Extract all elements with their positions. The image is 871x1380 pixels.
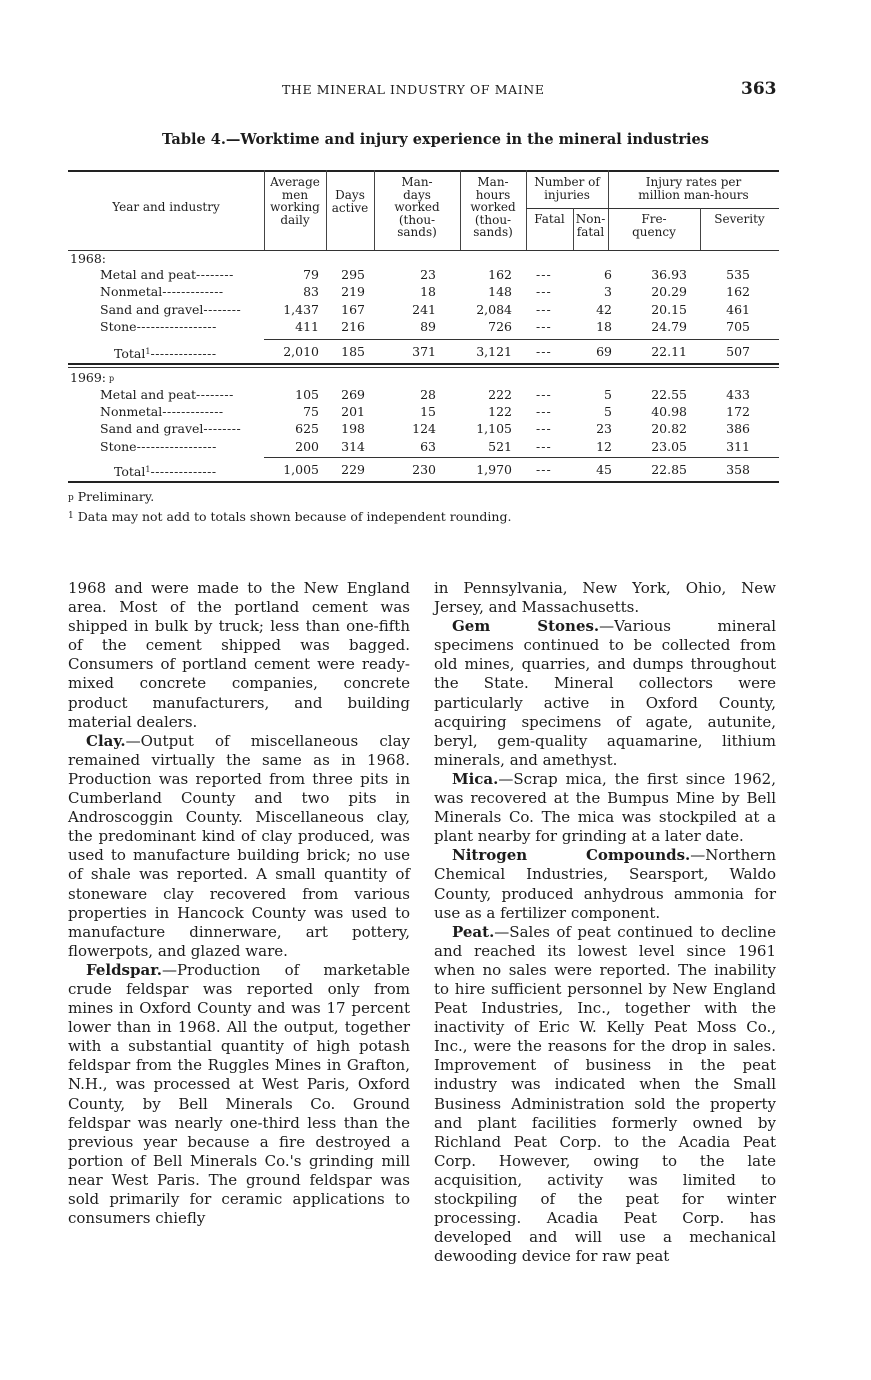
cell-mandays: 28 <box>420 387 436 402</box>
cell-severity: 162 <box>726 284 750 299</box>
dot-leader: -------- <box>203 421 242 436</box>
cell-nonfatal: 23 <box>596 421 612 436</box>
running-head <box>0 80 871 100</box>
cell-nonfatal: 12 <box>596 439 612 454</box>
paragraph-text: 1968 and were made to the New England area. Most of the portland cement was shipped in bulk by truck; less than one-fifth of the cement shipped was bagged. Consumers of portland cement were ready-mixed concrete companies, concrete product manufacturers, and building material dealers. <box>68 579 410 731</box>
paragraph-heading: Nitrogen Compounds. <box>452 846 691 865</box>
header-bottom-rule <box>68 250 779 251</box>
dot-leader: ------------- <box>162 284 224 299</box>
table-row <box>68 283 779 300</box>
cell-severity: 535 <box>726 267 750 282</box>
section-end-rule <box>68 363 779 368</box>
cell-men: 105 <box>295 387 319 402</box>
table-row <box>68 386 779 403</box>
footnote-rounding: $^1$ Data may not add to totals shown because of independent rounding. <box>68 509 512 524</box>
footnote-ref: 1 <box>145 465 151 474</box>
cell-mandays: 89 <box>420 319 436 334</box>
cell-nonfatal: 3 <box>604 284 612 299</box>
cell-men: 625 <box>295 421 319 436</box>
industry-label <box>100 438 264 455</box>
cell-days: 219 <box>341 284 365 299</box>
cell-fatal: --- <box>536 302 552 317</box>
dot-leader: -------- <box>196 267 234 282</box>
cell-mandays: 230 <box>412 462 436 477</box>
cell-days: 201 <box>341 404 365 419</box>
cell-manhours: 521 <box>488 439 512 454</box>
cell-men: 2,010 <box>283 344 319 359</box>
paragraph <box>434 923 776 1267</box>
header-man-days: Man- days worked (thou- sands) <box>394 175 440 239</box>
table-footnotes <box>68 488 768 526</box>
header-severity: Severity <box>714 212 765 226</box>
cell-mandays: 15 <box>420 404 436 419</box>
table-row <box>68 420 779 437</box>
cell-frequency: 20.29 <box>651 284 687 299</box>
industry-label <box>100 283 264 300</box>
paragraph <box>434 846 776 922</box>
cell-nonfatal: 42 <box>596 302 612 317</box>
left-text-column <box>68 579 410 1228</box>
cell-mandays: 18 <box>420 284 436 299</box>
dot-leader: ------------- <box>162 404 224 419</box>
paragraph-heading: Peat. <box>452 922 495 941</box>
cell-severity: 507 <box>726 344 750 359</box>
cell-days: 198 <box>341 421 365 436</box>
industry-name: Stone <box>100 439 137 454</box>
header-fatal: Fatal <box>534 212 565 226</box>
industry-label <box>100 420 264 437</box>
cell-days: 185 <box>341 344 365 359</box>
dot-leader: -------------- <box>150 346 217 360</box>
header-frequency: Fre- quency <box>632 212 676 239</box>
table-total-row <box>68 461 779 478</box>
cell-nonfatal: 5 <box>604 387 612 402</box>
cell-mandays: 371 <box>412 344 436 359</box>
section-year: 1969: <box>70 370 107 385</box>
section-year: 1968: <box>70 251 107 266</box>
header-nonfatal: Non- fatal <box>575 212 606 239</box>
industry-label <box>100 318 264 335</box>
industry-name: Stone <box>100 319 137 334</box>
cell-nonfatal: 45 <box>596 462 612 477</box>
cell-mandays: 241 <box>412 302 436 317</box>
industry-name: Sand and gravel <box>100 421 204 436</box>
paragraph <box>68 961 410 1228</box>
industry-name: Metal and peat <box>100 267 196 282</box>
cell-severity: 311 <box>726 439 750 454</box>
total-rule <box>264 457 779 458</box>
cell-men: 83 <box>303 284 319 299</box>
cell-manhours: 1,105 <box>476 421 512 436</box>
footnote-ref: 1 <box>145 347 151 356</box>
dot-leader: ----------------- <box>136 439 217 454</box>
paragraph-text: —Production of marketable crude feldspar was reported only from mines in Oxford County and was 17 percent lower than in 1968. All the output, together with a substantial quantity of high potash feldspar from the Ruggles Mines in Grafton, N.H., was processed at West Paris, Oxford County, by Bell Minerals Co. Ground feldspar was nearly one-third less than the previous year because a fire destroyed a portion of Bell Minerals Co.'s grinding mill near West Paris. The ground feldspar was sold primarily for ceramic applications to consumers chiefly <box>68 960 410 1228</box>
paragraph-text: in Pennsylvania, New York, Ohio, New Jersey, and Massachusetts. <box>434 579 776 617</box>
cell-mandays: 124 <box>412 421 436 436</box>
paragraph-text: —Output of miscellaneous clay remained virtually the same as in 1968. Production was reported from three pits in Cumberland County and two pits in Androscoggin County. Miscellaneous clay, the predominant kind of clay produced, was used to manufacture building brick; no use of shale was reported. A small quantity of stoneware clay recovered from various properties in Hancock County was used to manufacture dinnerware, art pottery, flowerpots, and glazed ware. <box>68 731 410 960</box>
cell-severity: 358 <box>726 462 750 477</box>
paragraph-text: —Various mineral specimens continued to be collected from old mines, quarries, and dumps throughout the State. Mineral collectors were particularly active in Oxford County, acquiring specimens of agate, autunite, beryl, gem-quality aquamarine, lithium minerals, and amethyst. <box>434 617 776 769</box>
header-year-industry: Year and industry <box>112 200 220 214</box>
cell-frequency: 24.79 <box>651 319 687 334</box>
section-year-label <box>70 250 106 267</box>
industry-name: Sand and gravel <box>100 302 204 317</box>
industry-name: Total <box>114 464 146 478</box>
header-number-of-injuries: Number of injuries <box>534 175 600 202</box>
running-title: THE MINERAL INDUSTRY OF MAINE <box>282 82 545 97</box>
cell-fatal: --- <box>536 462 552 477</box>
cell-days: 167 <box>341 302 365 317</box>
table-row <box>68 438 779 455</box>
cell-fatal: --- <box>536 404 552 419</box>
paragraph <box>434 579 776 617</box>
industry-name: Metal and peat <box>100 387 196 402</box>
cell-nonfatal: 18 <box>596 319 612 334</box>
cell-frequency: 40.98 <box>651 404 687 419</box>
cell-days: 229 <box>341 462 365 477</box>
paragraph-heading: Clay. <box>86 731 126 750</box>
dot-leader: -------- <box>203 302 242 317</box>
right-text-column <box>434 579 776 1266</box>
cell-manhours: 162 <box>488 267 512 282</box>
industry-label <box>100 403 264 420</box>
table-total-row <box>68 343 779 360</box>
cell-men: 1,005 <box>283 462 319 477</box>
cell-nonfatal: 6 <box>604 267 612 282</box>
cell-fatal: --- <box>536 344 552 359</box>
paragraph-heading: Feldspar. <box>86 960 162 979</box>
cell-fatal: --- <box>536 387 552 402</box>
industry-label <box>100 266 264 283</box>
industry-name: Nonmetal <box>100 284 163 299</box>
cell-days: 295 <box>341 267 365 282</box>
cell-men: 79 <box>303 267 319 282</box>
cell-men: 75 <box>303 404 319 419</box>
cell-manhours: 1,970 <box>476 462 512 477</box>
cell-mandays: 63 <box>420 439 436 454</box>
cell-manhours: 222 <box>488 387 512 402</box>
section-end-rule <box>68 481 779 483</box>
cell-manhours: 2,084 <box>476 302 512 317</box>
header-man-hours: Man- hours worked (thou- sands) <box>470 175 516 239</box>
paragraph <box>68 732 410 961</box>
cell-manhours: 726 <box>488 319 512 334</box>
cell-frequency: 22.11 <box>651 344 687 359</box>
paragraph-heading: Gem Stones. <box>452 617 600 636</box>
cell-severity: 433 <box>726 387 750 402</box>
industry-label <box>114 461 264 478</box>
dot-leader: -------- <box>196 387 234 402</box>
cell-severity: 705 <box>726 319 750 334</box>
cell-frequency: 20.15 <box>651 302 687 317</box>
group-header-rule <box>526 208 779 209</box>
cell-fatal: --- <box>536 284 552 299</box>
cell-men: 411 <box>295 319 319 334</box>
paragraph-text: —Northern Chemical Industries, Searsport, Waldo County, produced anhydrous ammonia for use as a fertilizer component. <box>434 846 776 922</box>
industry-label <box>100 301 264 318</box>
section-year-label <box>70 369 114 386</box>
header-average-men: Average men working daily <box>270 175 320 227</box>
table-row <box>68 403 779 420</box>
header-injury-rates: Injury rates per million man-hours <box>638 175 749 202</box>
cell-mandays: 23 <box>420 267 436 282</box>
cell-men: 1,437 <box>283 302 319 317</box>
cell-manhours: 3,121 <box>476 344 512 359</box>
cell-days: 269 <box>341 387 365 402</box>
cell-fatal: --- <box>536 267 552 282</box>
industry-label <box>114 343 264 360</box>
cell-fatal: --- <box>536 439 552 454</box>
paragraph-heading: Mica. <box>452 769 499 788</box>
preliminary-mark: p <box>109 374 115 383</box>
industry-name: Nonmetal <box>100 404 163 419</box>
industry-label <box>100 386 264 403</box>
cell-severity: 461 <box>726 302 750 317</box>
cell-frequency: 22.85 <box>651 462 687 477</box>
cell-frequency: 22.55 <box>651 387 687 402</box>
paragraph-text: —Sales of peat continued to decline and reached its lowest level since 1961 when no sales were reported. The inability to hire sufficient personnel by New England Peat Industries, Inc., together with the inactivity of Eric W. Kelly Peat Moss Co., Inc., were the reasons for the drop in sales. Improvement of business in the peat industry was indicated when the Small Business Administration sold the property and plant facilities formerly owned by Richland Peat Corp. to the Acadia Peat Corp. However, owing to the late acquisition, activity was limited to stockpiling of the peat for winter processing. Acadia Peat Corp. has developed and will use a mechanical dewooding device for raw peat <box>434 922 776 1266</box>
cell-manhours: 148 <box>488 284 512 299</box>
worktime-injury-table <box>68 170 779 484</box>
table-top-rule <box>68 170 779 172</box>
dot-leader: ----------------- <box>136 319 217 334</box>
paragraph <box>434 617 776 770</box>
cell-severity: 172 <box>726 404 750 419</box>
paragraph <box>434 770 776 846</box>
cell-frequency: 23.05 <box>651 439 687 454</box>
page-number: 363 <box>741 79 777 99</box>
industry-name: Total <box>114 346 146 360</box>
cell-frequency: 20.82 <box>651 421 687 436</box>
cell-nonfatal: 69 <box>596 344 612 359</box>
header-days-active: Days active <box>331 188 369 215</box>
cell-manhours: 122 <box>488 404 512 419</box>
dot-leader: -------------- <box>150 464 217 478</box>
table-row <box>68 266 779 283</box>
footnote-preliminary: p Preliminary. <box>68 489 155 504</box>
table-row <box>68 301 779 318</box>
cell-days: 314 <box>341 439 365 454</box>
paragraph <box>68 579 410 732</box>
cell-nonfatal: 5 <box>604 404 612 419</box>
cell-fatal: --- <box>536 319 552 334</box>
cell-frequency: 36.93 <box>651 267 687 282</box>
total-rule <box>264 339 779 340</box>
table-row <box>68 318 779 335</box>
cell-fatal: --- <box>536 421 552 436</box>
table-title: Table 4.—Worktime and injury experience in the mineral industries <box>162 131 709 148</box>
cell-days: 216 <box>341 319 365 334</box>
paragraph-text: —Scrap mica, the first since 1962, was recovered at the Bumpus Mine by Bell Minerals Co. The mica was stockpiled at a plant nearby for grinding at a later date. <box>434 769 776 846</box>
cell-severity: 386 <box>726 421 750 436</box>
cell-men: 200 <box>295 439 319 454</box>
